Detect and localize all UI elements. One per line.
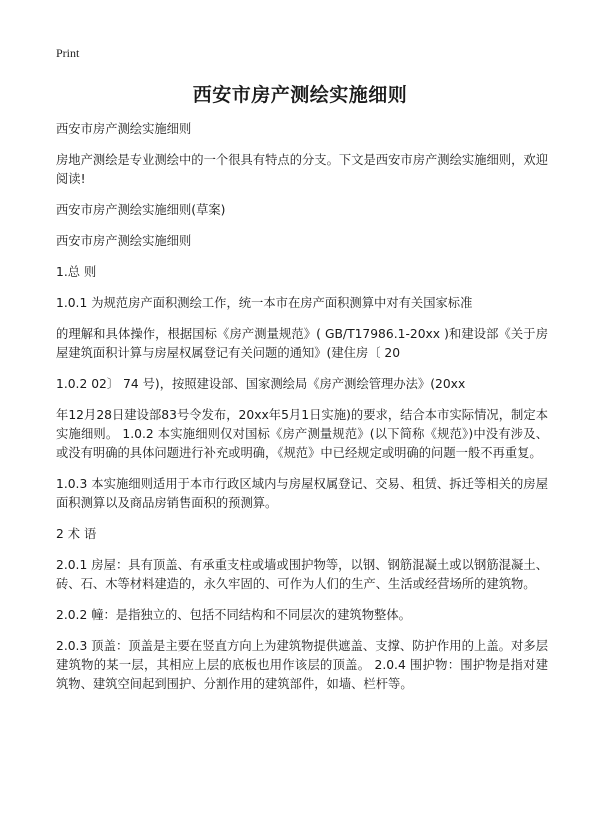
- paragraph-1-0-2-ref: 1.0.2 02〕 74 号)，按照建设部、国家测绘局《房产测绘管理办法》(20xx: [56, 377, 466, 391]
- paragraph-1-0-2: 年12月28日建设部83号令发布，20xx年5月1日实施)的要求，结合本市实际情况，制定本实施细则。 1.0.2 本实施细则仅对国标《房产测量规范》(以下简称《规范》)中没有涉及、或没有明确的具体问题进行补充或明确，《规范》中已经规定或明确的问题一般不再重复。: [56, 408, 548, 460]
- paragraph-heading-repeat: 西安市房产测绘实施细则: [56, 122, 192, 136]
- section-heading-terms: 2 术 语: [56, 527, 97, 541]
- paragraph-1-0-3: 1.0.3 本实施细则适用于本市行政区域内与房屋权属登记、交易、租赁、拆迁等相关的房屋面积测算以及商品房销售面积的预测算。: [56, 477, 548, 510]
- paragraph-intro: 房地产测绘是专业测绘中的一个很具有特点的分支。下文是西安市房产测绘实施细则，欢迎阅读!: [56, 153, 548, 186]
- paragraph-2-0-1: 2.0.1 房屋：具有顶盖、有承重支柱或墙或围护物等，以钢、钢筋混凝土或以钢筋混凝土、砖、石、木等材料建造的，永久牢固的、可作为人们的生产、生活或经营场所的建筑物。: [56, 558, 548, 591]
- paragraph-2-0-3: 2.0.3 顶盖：顶盖是主要在竖直方向上为建筑物提供遮盖、支撑、防护作用的上盖。对多层建筑物的某一层，其相应上层的底板也用作该层的顶盖。 2.0.4 围护物：围护物是指对建筑物、建筑空间起到围护、分割作用的建筑部件，如墙、栏杆等。: [56, 639, 548, 691]
- paragraph-draft-title: 西安市房产测绘实施细则(草案): [56, 203, 226, 217]
- section-heading-general: 1.总 则: [56, 265, 97, 279]
- paragraph-subtitle: 西安市房产测绘实施细则: [56, 234, 192, 248]
- print-label: Print: [56, 46, 80, 60]
- document-body: [56, 120, 548, 706]
- paragraph-1-0-1: 1.0.1 为规范房产面积测绘工作，统一本市在房产面积测算中对有关国家标准: [56, 296, 473, 310]
- paragraph-2-0-2: 2.0.2 幢：是指独立的、包括不同结构和不同层次的建筑物整体。: [56, 608, 411, 622]
- paragraph-1-0-1-cont: 的理解和具体操作，根据国标《房产测量规范》( GB/T17986.1-20xx )和建设部《关于房屋建筑面积计算与房屋权属登记有关问题的通知》(建住房〔 20: [56, 327, 548, 360]
- document-title: 西安市房产测绘实施细则: [192, 84, 408, 106]
